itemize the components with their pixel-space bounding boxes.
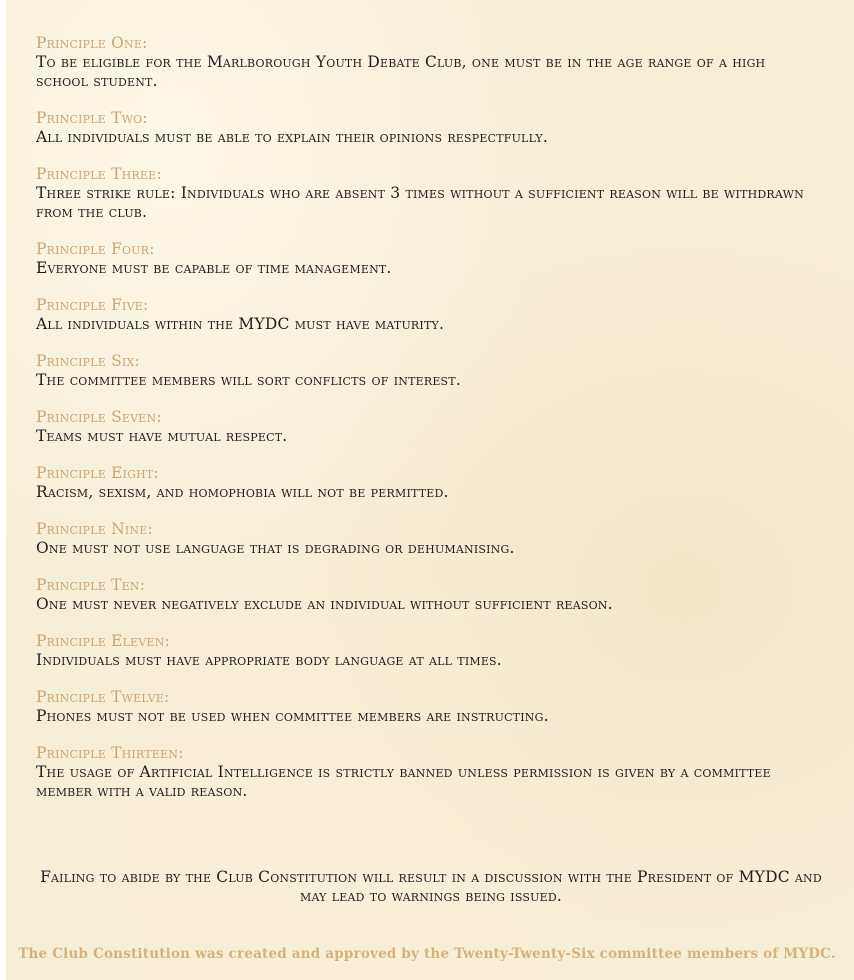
- principle-text: Phones must not be used when committee members are instructing.: [36, 707, 549, 725]
- principle-12: [36, 688, 816, 726]
- principle-title: Principle Thirteen:: [36, 744, 184, 762]
- principles-list: [36, 34, 816, 819]
- constitution-warning-note: Failing to abide by the Club Constitution will result in a discussion with the President of MYDC and may lead to warnings being issued.: [40, 868, 822, 905]
- principle-title: Principle Eleven:: [36, 632, 170, 650]
- principle-9: [36, 520, 816, 558]
- principle-text: Everyone must be capable of time management.: [36, 259, 392, 277]
- principle-title: Principle Five:: [36, 296, 149, 314]
- page-left-edge: [0, 0, 6, 980]
- principle-10: [36, 576, 816, 614]
- principle-text: Teams must have mutual respect.: [36, 427, 288, 445]
- principle-1: [36, 34, 816, 91]
- principle-title: Principle Three:: [36, 165, 162, 183]
- principle-3: [36, 165, 816, 222]
- principle-text: All individuals within the MYDC must have maturity.: [36, 315, 445, 333]
- principle-text: One must not use language that is degrading or dehumanising.: [36, 539, 515, 557]
- principle-title: Principle Ten:: [36, 576, 146, 594]
- principle-13: [36, 744, 816, 801]
- principle-title: Principle Nine:: [36, 520, 153, 538]
- principle-4: [36, 240, 816, 278]
- principle-text: One must never negatively exclude an individual without sufficient reason.: [36, 595, 613, 613]
- principle-title: Principle Eight:: [36, 464, 159, 482]
- principle-text: Racism, sexism, and homophobia will not be permitted.: [36, 483, 449, 501]
- principle-title: Principle One:: [36, 34, 148, 52]
- principle-title: Principle Two:: [36, 109, 148, 127]
- principle-2: [36, 109, 816, 147]
- principle-7: [36, 408, 816, 446]
- principle-title: Principle Twelve:: [36, 688, 170, 706]
- principle-5: [36, 296, 816, 334]
- principle-8: [36, 464, 816, 502]
- principle-6: [36, 352, 816, 390]
- principle-text: Individuals must have appropriate body language at all times.: [36, 651, 502, 669]
- principle-text: The committee members will sort conflicts of interest.: [36, 371, 461, 389]
- principle-text: Three strike rule: Individuals who are absent 3 times without a sufficient reason will be withdrawn from the club.: [36, 184, 804, 221]
- constitution-credit-line: The Club Constitution was created and approved by the Twenty-Twenty-Six committee members of MYDC.: [18, 946, 836, 962]
- principle-text: All individuals must be able to explain their opinions respectfully.: [36, 128, 548, 146]
- principle-title: Principle Six:: [36, 352, 140, 370]
- principle-title: Principle Four:: [36, 240, 155, 258]
- principle-11: [36, 632, 816, 670]
- principle-text: To be eligible for the Marlborough Youth Debate Club, one must be in the age range of a high school student.: [36, 53, 766, 90]
- principle-title: Principle Seven:: [36, 408, 162, 426]
- principle-text: The usage of Artificial Intelligence is strictly banned unless permission is given by a committee member with a valid reason.: [36, 763, 771, 800]
